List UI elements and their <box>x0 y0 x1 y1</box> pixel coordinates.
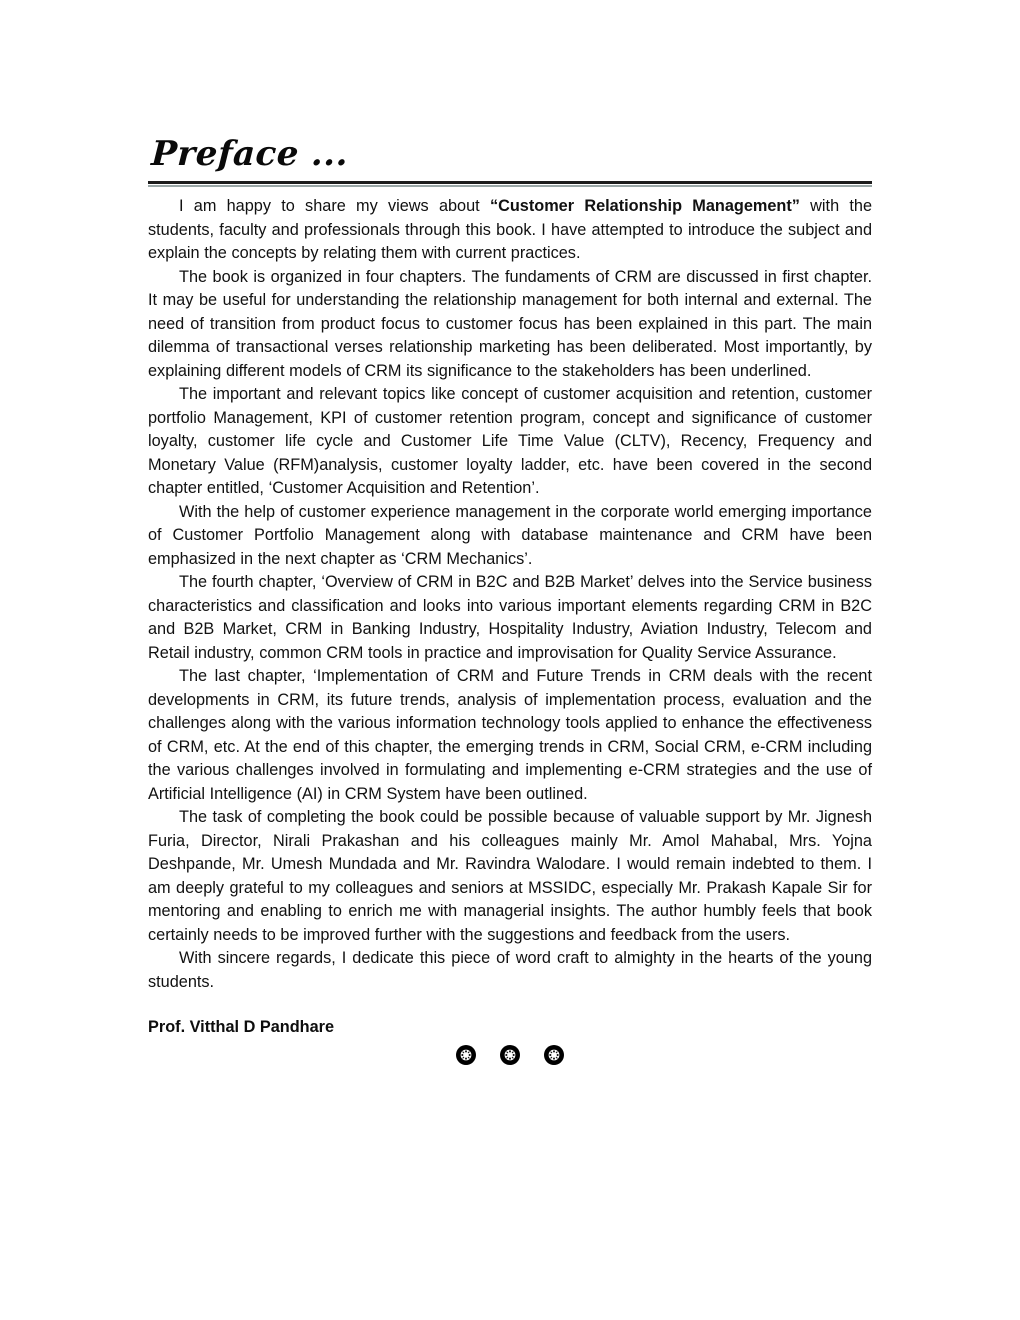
paragraph-1-tail: with the students, faculty and professionals through this book. I have attempted to introduce the subject and explain the concepts by relating them with current practices. <box>148 197 873 262</box>
book-title-emphasis: “Customer Relationship Management” <box>489 197 800 215</box>
paragraph-8: With sincere regards, I dedicate this piece of word craft to almighty in the hearts of the young students. <box>148 949 872 991</box>
paragraph-4: With the help of customer experience management in the corporate world emerging importance of Customer Portfolio Management along with database maintenance and CRM have been emphasized in the next chapter as ‘CRM Mechanics’. <box>148 502 872 568</box>
title-divider <box>148 181 872 187</box>
rosette-ornament-icon <box>499 1044 521 1066</box>
ornament-row <box>148 1044 872 1066</box>
paragraph-6: The last chapter, ‘Implementation of CRM and Future Trends in CRM deals with the recent developments in CRM, its future trends, analysis of implementation process, evaluation and the challenges along with the various information technology tools applied to enhance the effectiveness of CRM, etc. At the end of this chapter, the emerging trends in CRM, Social CRM, e-CRM including the various challenges involved in formulating and implementing e-CRM strategies and the use of Artificial Intelligence (AI) in CRM System have been outlined. <box>148 667 872 803</box>
page-title: Preface ... <box>150 134 350 174</box>
body-text <box>148 195 872 994</box>
signature-block <box>148 1016 872 1040</box>
rosette-ornament-icon <box>543 1044 565 1066</box>
paragraph-1 <box>148 195 872 266</box>
preface-content <box>148 132 872 1066</box>
paragraph-7: The task of completing the book could be possible because of valuable support by Mr. Jignesh Furia, Director, Nirali Prakashan and his colleagues mainly Mr. Amol Mahabal, Mrs. Yojna Deshpande, Mr. Umesh Mundada and Mr. Ravindra Walodare. I would remain indebted to them. I am deeply grateful to my colleagues and seniors at MSSIDC, especially Mr. Prakash Kapale Sir for mentoring and enabling to enrich me with managerial insights. The author humbly feels that book certainly needs to be improved further with the suggestions and feedback from the users. <box>148 808 872 944</box>
paragraph-1-lead: I am happy to share my views about <box>179 197 490 215</box>
rosette-ornament-icon <box>455 1044 477 1066</box>
paragraph-5: The fourth chapter, ‘Overview of CRM in B2C and B2B Market’ delves into the Service business characteristics and classification and looks into various important elements regarding CRM in B2C and B2B Market, CRM in Banking Industry, Hospitality Industry, Aviation Industry, Telecom and Retail industry, common CRM tools in practice and improvisation for Quality Service Assurance. <box>148 573 872 662</box>
paragraph-2: The book is organized in four chapters. The fundaments of CRM are discussed in first chapter. It may be useful for understanding the relationship management for both internal and external. The need of transition from product focus to customer focus has been explained in this part. The main dilemma of transactional verses relationship marketing has been deliberated. Most importantly, by explaining different models of CRM its significance to the stakeholders has been underlined. <box>148 267 872 380</box>
author-signature: Prof. Vitthal D Pandhare <box>148 1018 335 1036</box>
paragraph-3: The important and relevant topics like concept of customer acquisition and retention, customer portfolio Management, KPI of customer retention program, concept and significance of customer loyalty, customer life cycle and Customer Life Time Value (CLTV), Recency, Frequency and Monetary Value (RFM)analysis, customer loyalty ladder, etc. have been covered in the second chapter entitled, ‘Customer Acquisition and Retention’. <box>148 385 872 497</box>
